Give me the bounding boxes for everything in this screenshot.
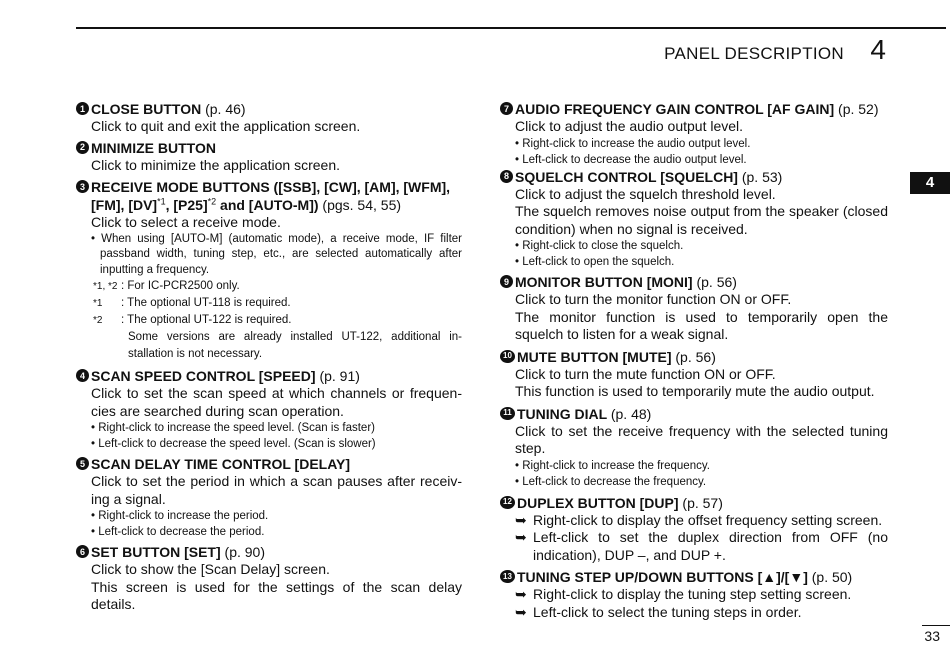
item-title-part: and [AUTO-M]) — [216, 197, 319, 213]
item-title: TUNING STEP UP/DOWN BUTTONS [▲]/[▼] — [517, 569, 808, 585]
item-number-badge: 5 — [76, 457, 89, 470]
arrow-icon: ➥ — [515, 586, 527, 602]
footnote-text: : The optional UT-122 is required. — [121, 314, 292, 326]
item-title: SCAN DELAY TIME CONTROL [DELAY] — [91, 456, 351, 472]
action-text: Right-click to display the offset frequency setting screen. — [533, 511, 883, 528]
item-number-badge: 7 — [500, 102, 513, 115]
action-line — [500, 604, 888, 622]
right-column — [500, 100, 888, 621]
item-note: • Right-click to increase the frequency. — [515, 459, 710, 472]
item-description: Click to adjust the squelch threshold level. — [515, 185, 776, 202]
item-title: CLOSE BUTTON — [91, 101, 202, 117]
action-line — [500, 512, 888, 530]
footnote-marker: *2 — [207, 196, 217, 207]
item-receive-mode-buttons — [76, 178, 462, 363]
item-number-badge: 1 — [76, 102, 89, 115]
item-description: Click to select a receive mode. — [91, 214, 281, 230]
page-number-rule — [922, 625, 950, 626]
item-number-badge: 11 — [500, 407, 515, 420]
item-mute-button — [500, 348, 888, 401]
item-title: MONITOR BUTTON [MONI] — [515, 274, 693, 290]
item-note: • Left-click to decrease the audio output level. — [515, 153, 747, 166]
action-line — [500, 586, 888, 604]
item-minimize-button — [76, 139, 462, 175]
item-description: Click to quit and exit the application screen. — [91, 118, 361, 134]
item-description: Click to turn the mute function ON or OFF. — [515, 365, 776, 382]
item-description: Click to minimize the application screen. — [91, 156, 340, 173]
item-squelch-control — [500, 168, 888, 271]
item-description: Click to show the [Scan Delay] screen. — [91, 561, 330, 577]
item-description: The monitor function is used to temporarily open the squelch to listen for a weak signal. — [515, 308, 888, 342]
page-reference: (pgs. 54, 55) — [322, 197, 402, 213]
item-title: MINIMIZE BUTTON — [91, 139, 216, 156]
item-number-badge: 4 — [76, 369, 89, 382]
item-number-badge: 3 — [76, 180, 89, 193]
item-description: Click to set the scan speed at which channels or frequen-cies are searched during scan operation. — [91, 385, 462, 419]
page-reference: (p. 90) — [224, 544, 265, 560]
item-tuning-dial — [500, 405, 888, 490]
header-rule — [76, 27, 946, 29]
footnote-key: *1, *2 — [93, 281, 118, 292]
item-title: SQUELCH CONTROL [SQUELCH] — [515, 168, 738, 185]
page-reference: (p. 56) — [675, 348, 716, 365]
page-reference: (p. 48) — [610, 405, 652, 422]
item-note: • Left-click to decrease the speed level. (Scan is slower) — [91, 438, 376, 450]
item-af-gain-control — [500, 100, 888, 168]
page-reference: (p. 50) — [811, 569, 853, 585]
action-text: Left-click to set the duplex direction from OFF (no indication), DUP –, and DUP +. — [533, 529, 888, 563]
item-title: MUTE BUTTON [MUTE] — [517, 348, 672, 365]
item-title: SCAN SPEED CONTROL [SPEED] — [91, 368, 316, 384]
footnote-key: *1 — [93, 298, 103, 309]
footnote-marker: *1 — [157, 196, 166, 207]
item-monitor-button — [500, 273, 888, 344]
item-note: • Right-click to increase the audio output level. — [515, 137, 751, 150]
item-scan-delay-control — [76, 455, 462, 540]
item-description: Click to set the receive frequency with the selected tuning step. — [515, 422, 888, 456]
item-number-badge: 6 — [76, 545, 89, 558]
footnote — [76, 278, 462, 295]
item-number-badge: 9 — [500, 275, 513, 288]
item-number-badge: 8 — [500, 170, 513, 183]
page-reference: (p. 56) — [696, 274, 737, 290]
item-note: • Right-click to increase the speed level. (Scan is faster) — [91, 422, 375, 434]
arrow-icon: ➥ — [515, 529, 527, 545]
footnote-continuation: Some versions are already installed UT-122, additional in-stallation is not necessary. — [128, 331, 462, 360]
page-reference: (p. 57) — [682, 494, 723, 511]
action-text: Left-click to select the tuning steps in order. — [533, 603, 802, 620]
footnote-text: : For IC-PCR2500 only. — [121, 280, 240, 292]
item-note: • Left-click to decrease the frequency. — [515, 475, 707, 488]
item-note: • Right-click to increase the period. — [91, 510, 269, 522]
page-number: 33 — [924, 628, 940, 644]
footnote — [76, 295, 462, 312]
left-column — [76, 100, 462, 614]
item-number-badge: 2 — [76, 141, 89, 154]
item-title: RECEIVE MODE BUTTONS ([SSB], [CW], [AM], [WFM], [FM], [DV] — [91, 179, 451, 213]
chapter-tab: 4 — [910, 172, 950, 194]
item-description: Click to adjust the audio output level. — [515, 118, 744, 134]
item-close-button — [76, 100, 462, 136]
item-note: • When using [AUTO-M] (automatic mode), a receive mode, IF filter passband width, tuning step, etc., are selected automatically after inputting a frequency. — [91, 232, 462, 276]
footnote — [76, 312, 462, 329]
page-reference: (p. 46) — [205, 101, 246, 117]
footnote-key: *2 — [93, 315, 103, 326]
item-scan-speed-control — [76, 367, 462, 452]
item-tuning-step-buttons — [500, 568, 888, 621]
arrow-icon: ➥ — [515, 511, 527, 528]
item-number-badge: 13 — [500, 570, 515, 583]
item-duplex-button — [500, 494, 888, 565]
item-number-badge: 12 — [500, 496, 515, 509]
item-note: • Right-click to close the squelch. — [515, 240, 684, 252]
page-reference: (p. 53) — [741, 168, 783, 185]
item-description: The squelch removes noise output from the speaker (closed condition) when no signal is received. — [515, 203, 888, 237]
item-title: DUPLEX BUTTON [DUP] — [517, 494, 679, 511]
item-description: This screen is used for the settings of the scan delay details. — [91, 578, 462, 612]
page-reference: (p. 91) — [319, 368, 360, 384]
item-title: SET BUTTON [SET] — [91, 544, 221, 560]
page-reference: (p. 52) — [838, 101, 879, 117]
action-text: Right-click to display the tuning step setting screen. — [533, 586, 852, 602]
item-note: • Left-click to open the squelch. — [515, 256, 675, 268]
item-title: TUNING DIAL — [517, 405, 607, 422]
footnote-text: : The optional UT-118 is required. — [121, 297, 291, 309]
arrow-icon: ➥ — [515, 603, 527, 620]
item-title-part: , [P25] — [165, 197, 208, 213]
item-title: AUDIO FREQUENCY GAIN CONTROL [AF GAIN] — [515, 101, 835, 117]
chapter-number: 4 — [870, 34, 886, 65]
item-description: Click to set the period in which a scan pauses after receiv-ing a signal. — [91, 473, 462, 507]
action-line — [500, 529, 888, 564]
item-description: Click to turn the monitor function ON or OFF. — [515, 291, 792, 307]
section-title: PANEL DESCRIPTION — [664, 44, 844, 63]
item-note: • Left-click to decrease the period. — [91, 526, 265, 538]
item-description: This function is used to temporarily mute the audio output. — [515, 383, 875, 399]
item-number-badge: 10 — [500, 350, 515, 363]
item-set-button — [76, 543, 462, 614]
